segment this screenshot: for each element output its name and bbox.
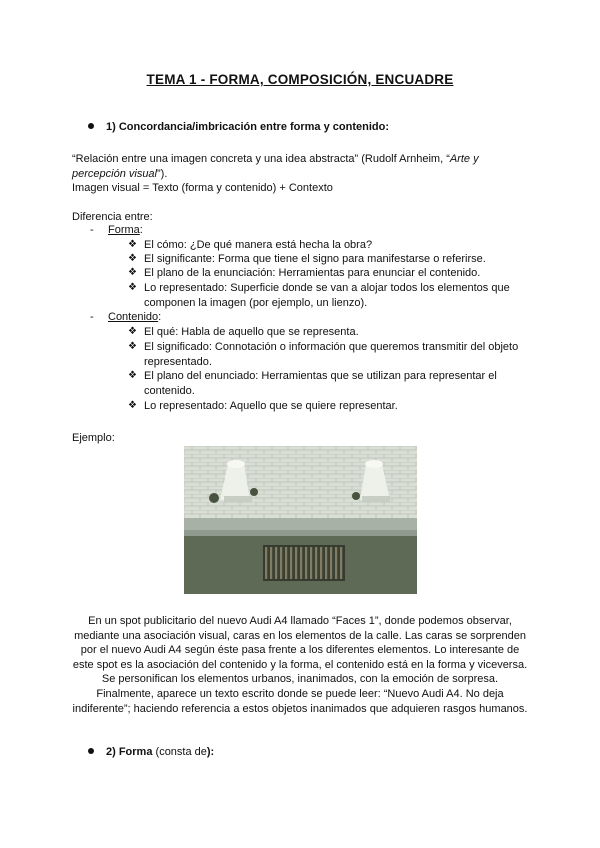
page-title: TEMA 1 - FORMA, COMPOSICIÓN, ENCUADRE (146, 72, 454, 87)
diferencia-label: Diferencia entre: (72, 211, 153, 223)
ejemplo-label: Ejemplo: (72, 432, 115, 444)
contenido-item: ❖ El plano del enunciado: Herramientas que se utilizan para representar el contenido. (128, 370, 497, 397)
diamond-bullet-icon: ❖ (128, 282, 137, 293)
bullet-dot-icon (88, 123, 94, 129)
forma-item: ❖ Lo representado: Superficie donde se van a alojar todos los elementos que componen la imagen (por ejemplo, un lienzo). (128, 282, 510, 309)
forma-heading: - Forma: (90, 224, 143, 236)
diamond-bullet-icon: ❖ (128, 267, 137, 278)
formula-line: Imagen visual = Texto (forma y contenido) + Contexto (72, 182, 333, 194)
example-caption: En un spot publicitario del nuevo Audi A4 llamado “Faces 1”, donde podemos observar, mediante una asociación visual, caras en los elementos de la calle. Las caras se sorprenden por el nuevo Audi A4 según éste pasa frente a los diferentes elementos. Lo interesante de este spot es la asociación del contenido y la forma, el contenido está en la forma y viceversa. Se personifican los elementos urbanos, inanimados, con la emoción de sorpresa. Finalmente, aparece un texto escrito donde se puede leer: “Nuevo Audi A4. No deja indiferente”; haciendo referencia a estos objetos inanimados que adquieren rasgos humanos. (72, 615, 528, 715)
section-1-heading: 1) Concordancia/imbricación entre forma y contenido: (88, 121, 389, 133)
diamond-bullet-icon: ❖ (128, 370, 137, 381)
section-2-heading: 2) Forma (consta de): (88, 746, 214, 758)
example-photo (184, 446, 417, 594)
diamond-bullet-icon: ❖ (128, 326, 137, 337)
quote-paragraph: “Relación entre una imagen concreta y una idea abstracta” (Rudolf Arnheim, “Arte y percepción visual”). Imagen visual = Texto (forma y contenido) + Contexto (72, 153, 479, 194)
diamond-bullet-icon: ❖ (128, 253, 137, 264)
contenido-item: ❖ El significado: Connotación o información que queremos transmitir del objeto representado. (128, 341, 519, 368)
contenido-heading: - Contenido: (90, 311, 162, 323)
diamond-bullet-icon: ❖ (128, 239, 137, 250)
diamond-bullet-icon: ❖ (128, 400, 137, 411)
bullet-dot-icon (88, 748, 94, 754)
diamond-bullet-icon: ❖ (128, 341, 137, 352)
